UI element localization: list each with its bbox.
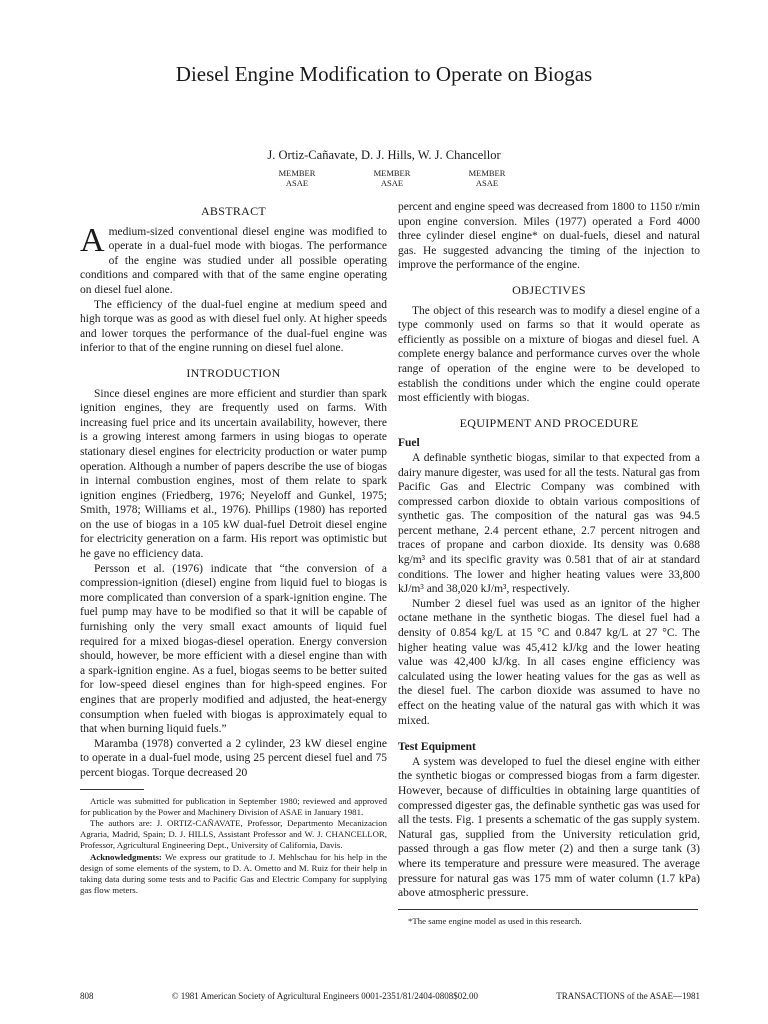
- footnotes-left: [80, 796, 387, 897]
- intro-paragraph-3: Maramba (1978) converted a 2 cylinder, 23 kW diesel engine to operate in a dual-fuel mode, using 25 percent diesel fuel and 75 percent biogas. Torque decreased 20: [80, 737, 387, 779]
- page-number: 808: [80, 991, 94, 1001]
- fuel-paragraph-2: Number 2 diesel fuel was used as an ignitor of the higher octane methane in the synthetic biogas. The diesel fuel had a density of 0.854 kg/L at 15 °C and 0.847 kg/L at 27 °C. The higher heating value was 45,412 kJ/kg and the lower heating value was 42,400 kJ/kg. In all cases engine efficiency was calculated using the lower heating values for the gas as well as the diesel fuel. The carbon dioxide was assumed to have no effect on the heating value of the natural gas with which it was mixed.: [398, 597, 700, 727]
- intro-paragraph-4: percent and engine speed was decreased from 1800 to 1150 r/min upon engine conversion. Miles (1977) operated a Ford 4000 three cylinder diesel engine* on dual-fuels, diesel and natural gas. He suggested advancing the timing of the injection to improve the performance of the engine.: [398, 201, 700, 272]
- membership-1: MEMBER ASAE: [278, 168, 316, 188]
- abstract-paragraph-1: Amedium-sized conventional diesel engine was modified to operate in a dual-fuel mode with biogas. The performance of the engine was studied under all possible operating conditions and compared with that of the same engine operating on diesel fuel alone.: [80, 221, 387, 296]
- footnote-submission: Article was submitted for publication in September 1980; reviewed and approved for publication by the Power and Machinery Division of ASAE in January 1981.: [80, 795, 387, 817]
- footnote-right: *The same engine model as used in this research.: [408, 915, 582, 926]
- intro-paragraph-2: Persson et al. (1976) indicate that “the conversion of a compression-ignition (diesel) engine from liquid fuel to biogas is more complicated than conversion of a spark-ignition engine. The fuel pump may have to be modified so that it will be capable of furnishing only the very small exact amounts of liquid fuel required for a mixed biogas-diesel operation. Energy conversion should, however, be more efficient with a diesel engine than with a spark-ignition engine. As a fuel, biogas seems to be better suited for low-speed diesel engines than for high-speed engines. For engines that are properly modified and adjusted, the heat-energy consumption when fueled with biogas is approximately equal to that when burning liquid fuels.”: [80, 562, 387, 736]
- left-column: [80, 200, 387, 896]
- footnote-rule-right: [398, 909, 698, 910]
- test-equipment-subheading: Test Equipment: [398, 741, 476, 754]
- fuel-subheading: Fuel: [398, 437, 420, 450]
- fuel-paragraph-1: A definable synthetic biogas, similar to that expected from a dairy manure digester, was used for all the tests. Natural gas from Pacific Gas and Electric Company was combined with compressed carbon dioxide to obtain various compositions of synthetic gas. The composition of the natural gas was 94.5 percent methane, 2.4 percent ethane, 2.7 percent nitrogen and traces of propane and carbon dioxide. Its density was 0.688 kg/m³ and its specific gravity was 0.581 that of air at standard conditions. The lower and higher heating values were 33,800 kJ/m³ and 38,020 kJ/m³, respectively.: [398, 451, 700, 596]
- footnote-rule: [80, 789, 144, 790]
- journal-name: TRANSACTIONS of the ASAE—1981: [556, 991, 700, 1001]
- objectives-heading: OBJECTIVES: [512, 282, 586, 297]
- test-equipment-paragraph: A system was developed to fuel the diesel engine with either the synthetic biogas or compressed biogas from a farm digester. However, because of difficulties in obtaining large quantities of compressed digester gas, the definable synthetic gas was used for all the tests. Fig. 1 presents a schematic of the gas supply system. Natural gas, supplied from the University reticulation grid, passed through a gas flow meter (2) and then a surge tank (3) where its temperature and pressure were measured. The average pressure for natural gas was 175 mm of water column (1.7 kPa) above atmospheric pressure.: [398, 755, 700, 900]
- introduction-heading: INTRODUCTION: [186, 365, 281, 380]
- author-list: J. Ortiz-Cañavate, D. J. Hills, W. J. Chancellor: [267, 148, 501, 162]
- abstract-heading: ABSTRACT: [200, 204, 267, 218]
- copyright-line: © 1981 American Society of Agricultural Engineers 0001-2351/81/2404-0808$02.00: [171, 991, 479, 1001]
- paper-title: Diesel Engine Modification to Operate on Biogas: [175, 62, 593, 86]
- intro-paragraph-1: Since diesel engines are more efficient and sturdier than spark ignition engines, they are frequently used on farms. With increasing fuel price and its uncertain availability, however, there is a growing interest among farmers in using biogas to operate stationary diesel engines for electricity production or water pump operation. Although a number of papers describe the use of biogas in internal combustion engines, most of them relate to spark ignition engines (Friedberg, 1976; Neyeloff and Gunkel, 1975; Smith, 1978; Williams et al., 1976). Phillips (1980) has reported on the use of biogas in a 105 kW dual-fuel Detroit diesel engine for electricity generation on a farm. His report was optimistic but he gave no efficiency data.: [80, 387, 387, 561]
- author-memberships: [262, 168, 522, 188]
- membership-2: MEMBER ASAE: [373, 168, 411, 188]
- footnote-acknowledgments: Acknowledgments: We express our gratitude to J. Mehlschau for his help in the design of some elements of the system, to D. A. Ometto and M. Ruiz for their help in taking data during some tests and to Pacific Gas and Electric Company for supplying gas flow meters.: [80, 851, 387, 896]
- footnote-authors: The authors are: J. ORTIZ-CAÑAVATE, Professor, Departmento Mecanizacion Agraria, Madrid, Spain; D. J. HILLS, Assistant Professor and W. J. CHANCELLOR, Professor, Agricultural Engineering Dept., University of California, Davis.: [80, 817, 387, 851]
- abstract-paragraph-2: The efficiency of the dual-fuel engine at medium speed and high torque was as good as with diesel fuel only. At higher speeds and lower torques the performance of the dual-fuel engine was inferior to that of the engine running on diesel fuel alone.: [80, 298, 387, 355]
- membership-3: MEMBER ASAE: [468, 168, 506, 188]
- objectives-paragraph: The object of this research was to modify a diesel engine of a type commonly used on farms so that it would operate as efficiently as possible on a mixture of biogas and diesel fuel. A complete energy balance and performance curves over the whole range of operation of the engine were to be developed to establish the conditions under which the engine could operate most efficiently with biogas.: [398, 304, 700, 405]
- drop-cap: A: [80, 221, 105, 259]
- page-footer: [80, 991, 700, 1001]
- right-column: [398, 200, 700, 927]
- equipment-heading: EQUIPMENT AND PROCEDURE: [459, 415, 639, 430]
